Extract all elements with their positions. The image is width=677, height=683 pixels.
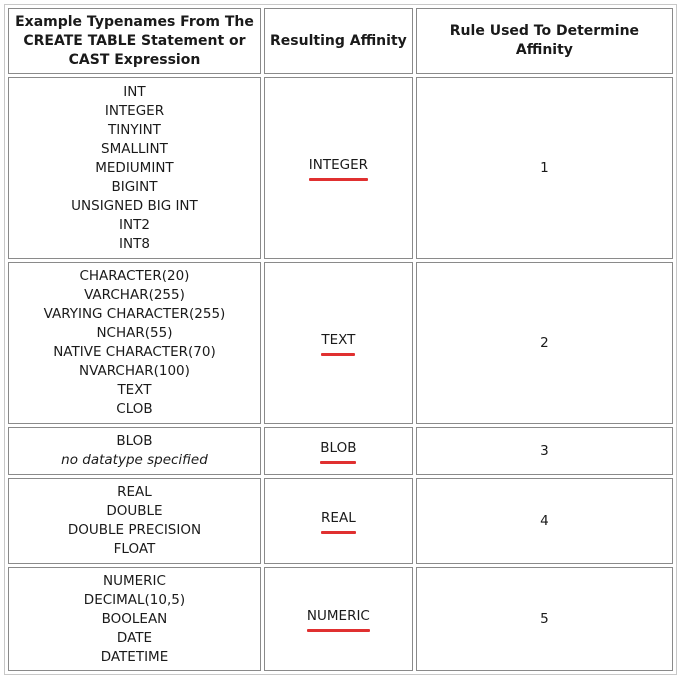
typename: CLOB (116, 401, 153, 417)
rule-cell: 1 (416, 77, 673, 259)
typename: BIGINT (111, 178, 158, 195)
typename: DOUBLE PRECISION (67, 522, 202, 538)
affinity-text: BLOB (320, 439, 357, 456)
typename: NATIVE CHARACTER(70) (53, 344, 216, 360)
affinity-cell (264, 427, 413, 475)
affinity-text: NUMERIC (306, 607, 370, 624)
typename: CHARACTER(20) (79, 268, 190, 284)
affinity-label (318, 509, 359, 534)
typename: NCHAR(55) (96, 325, 173, 341)
typename: FLOAT (113, 541, 156, 557)
header-affinity: Resulting Affinity (264, 8, 413, 74)
typename: DOUBLE (106, 503, 163, 519)
red-underline (321, 353, 355, 356)
typenames-cell (8, 427, 261, 475)
rule-cell: 2 (416, 262, 673, 424)
table-row (8, 478, 673, 564)
typename: MEDIUMINT (95, 159, 174, 176)
red-underline (307, 629, 370, 632)
typename: DECIMAL(10,5) (83, 591, 186, 608)
typename: BLOB (116, 433, 153, 449)
typename: DATE (116, 629, 153, 646)
affinity-table (4, 4, 677, 675)
affinity-text: REAL (321, 509, 356, 526)
affinity-text: INTEGER (308, 156, 368, 173)
header-typenames: Example Typenames From The CREATE TABLE Statement or CAST Expression (8, 8, 261, 74)
red-underline (320, 461, 356, 464)
typename: TINYINT (108, 121, 161, 138)
typenames-cell (8, 77, 261, 259)
table-row (8, 77, 673, 259)
affinity-cell (264, 262, 413, 424)
affinity-cell (264, 567, 413, 671)
affinity-cell (264, 77, 413, 259)
rule-cell: 5 (416, 567, 673, 671)
typename: UNSIGNED BIG INT (71, 197, 198, 214)
rule-cell: 4 (416, 478, 673, 564)
table-row (8, 427, 673, 475)
typename: INT (123, 83, 146, 100)
affinity-label (306, 156, 371, 181)
affinity-cell (264, 478, 413, 564)
typename: VARCHAR(255) (84, 287, 185, 303)
red-underline (309, 178, 368, 181)
typename-italic: no datatype specified (61, 452, 208, 468)
typename: INT8 (119, 235, 150, 252)
affinity-label (318, 331, 358, 356)
affinity-label (304, 607, 373, 632)
typenames-cell (8, 478, 261, 564)
typename: BOOLEAN (101, 610, 168, 627)
red-underline (321, 531, 356, 534)
affinity-label (317, 439, 359, 464)
typenames-cell (8, 567, 261, 671)
header-rule: Rule Used To Determine Affinity (416, 8, 673, 74)
table-row (8, 567, 673, 671)
typename: REAL (117, 484, 152, 500)
typenames-cell (8, 262, 261, 424)
typename: TEXT (117, 382, 152, 398)
typename: INT2 (119, 216, 150, 233)
typename: DATETIME (100, 648, 169, 665)
typename: INTEGER (104, 102, 165, 119)
rule-cell: 3 (416, 427, 673, 475)
affinity-text: TEXT (321, 331, 356, 348)
table-row (8, 262, 673, 424)
header-row (8, 8, 673, 74)
affinity-table-wrapper (4, 4, 677, 675)
typename: VARYING CHARACTER(255) (43, 306, 226, 322)
typename: NVARCHAR(100) (79, 363, 190, 379)
typename: NUMERIC (102, 572, 166, 589)
typename: SMALLINT (101, 140, 168, 157)
